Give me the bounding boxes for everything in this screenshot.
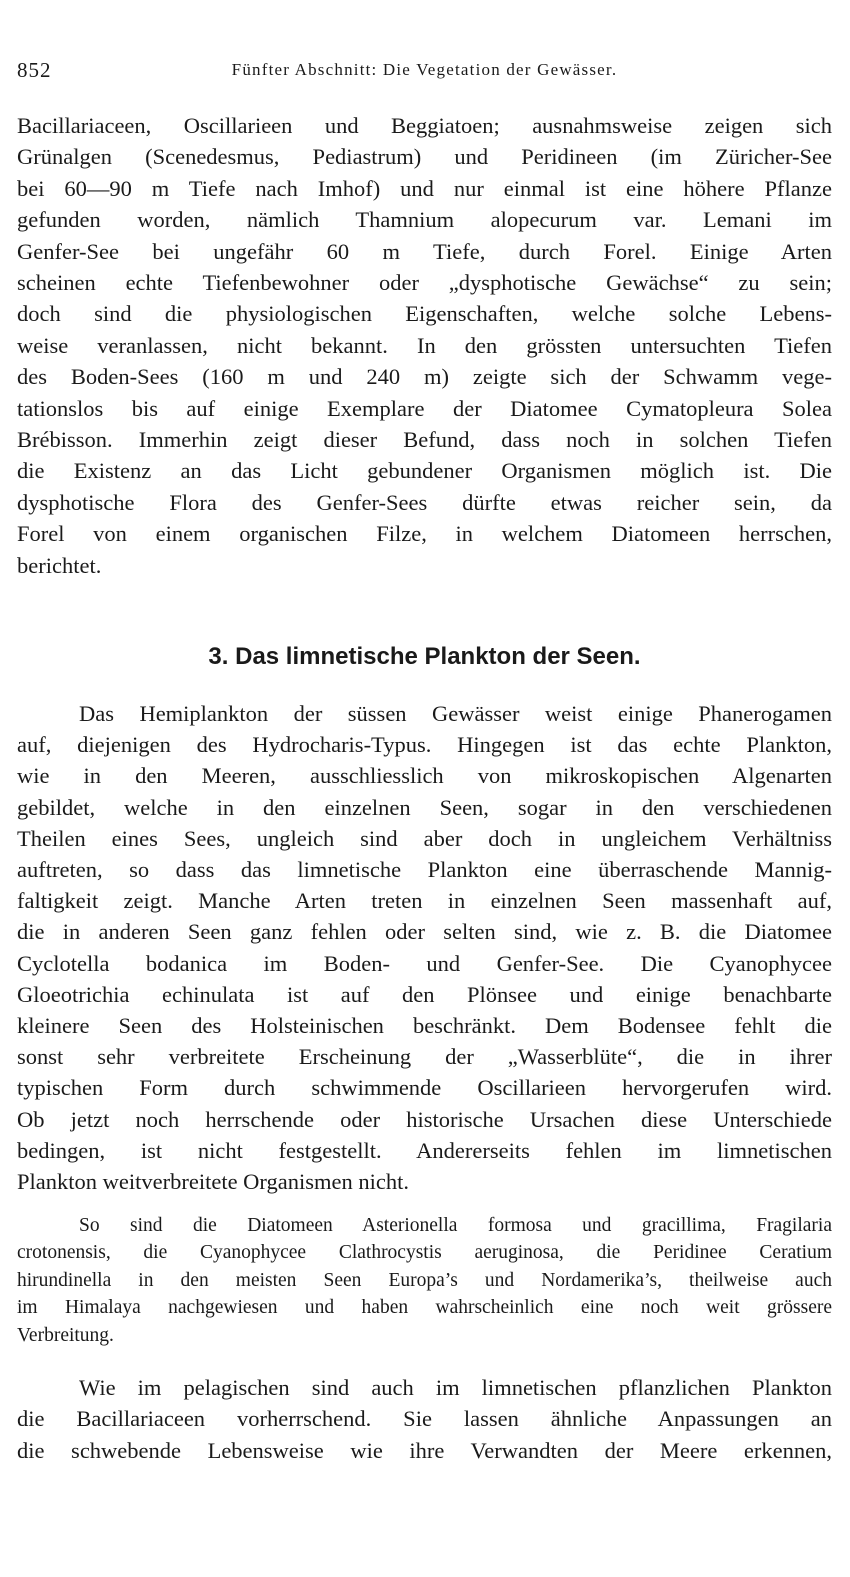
text-line: crotonensis, die Cyanophycee Clathrocystis aeruginosa, die Peridinee Ceratium: [17, 1242, 832, 1264]
text-line: Bacillariaceen, Oscillarieen und Beggiatoen; ausnahmsweise zeigen sich: [17, 113, 832, 138]
text-line: Cyclotella bodanica im Boden- und Genfer-See. Die Cyanophycee: [17, 950, 832, 976]
page-number: 852: [17, 58, 52, 82]
text-line: Theilen eines Sees, ungleich sind aber doch in ungleichem Verhältniss: [17, 825, 832, 851]
text-line: im Himalaya nachgewiesen und haben wahrscheinlich eine noch weit grössere: [17, 1297, 832, 1319]
text-line: Wie im pelagischen sind auch im limnetischen pflanzlichen Plankton: [79, 1375, 832, 1400]
running-head: Fünfter Abschnitt: Die Vegetation der Gewässer.: [231, 60, 618, 79]
text-line: die schwebende Lebensweise wie ihre Verwandten der Meere erkennen,: [17, 1437, 832, 1463]
text-line: So sind die Diatomeen Asterionella formosa und gracillima, Fragilaria: [79, 1215, 832, 1236]
text-line: Grünalgen (Scenedesmus, Pediastrum) und Peridineen (im Züricher-See: [17, 144, 832, 170]
text-line: auftreten, so dass das limnetische Plankton eine überraschende Mannig-: [17, 857, 832, 883]
paragraph-dysphotic-flora: [17, 110, 832, 581]
paragraph-small-print: [17, 1212, 832, 1349]
text-line: Das Hemiplankton der süssen Gewässer weist einige Phanerogamen: [79, 701, 832, 726]
text-line: die Bacillariaceen vorherrschend. Sie lassen ähnliche Anpassungen an: [17, 1406, 832, 1432]
text-line: faltigkeit zeigt. Manche Arten treten in einzelnen Seen massenhaft auf,: [17, 888, 832, 914]
text-line: die Existenz an das Licht gebundener Organismen möglich ist. Die: [17, 458, 832, 484]
text-line: dysphotische Flora des Genfer-Sees dürfte etwas reicher sein, da: [17, 489, 832, 515]
text-line: Brébisson. Immerhin zeigt dieser Befund, dass noch in solchen Tiefen: [17, 427, 832, 453]
text-line: weise veranlassen, nicht bekannt. In den grössten untersuchten Tiefen: [17, 332, 832, 358]
text-line: sonst sehr verbreitete Erscheinung der „Wasserblüte“, die in ihrer: [17, 1044, 832, 1070]
section-heading: 3. Das limnetische Plankton der Seen.: [208, 643, 641, 670]
paragraph-bacillariaceae: [17, 1372, 832, 1466]
text-line: berichtet.: [17, 552, 102, 578]
text-line: die in anderen Seen ganz fehlen oder selten sind, wie z. B. die Diatomee: [17, 919, 832, 945]
text-line: typischen Form durch schwimmende Oscillarieen hervorgerufen wird.: [17, 1075, 832, 1101]
text-line: tationslos bis auf einige Exemplare der Diatomee Cymatopleura Solea: [17, 395, 832, 421]
text-line: Ob jetzt noch herrschende oder historische Ursachen diese Unterschiede: [17, 1106, 832, 1132]
page-header: [17, 58, 832, 88]
text-line: des Boden-Sees (160 m und 240 m) zeigte sich der Schwamm vege-: [17, 364, 832, 390]
text-line: bedingen, ist nicht festgestellt. Andererseits fehlen im limnetischen: [17, 1137, 832, 1163]
text-line: auf, diejenigen des Hydrocharis-Typus. Hingegen ist das echte Plankton,: [17, 732, 832, 758]
text-line: doch sind die physiologischen Eigenschaften, welche solche Lebens-: [17, 301, 832, 327]
text-line: gebildet, welche in den einzelnen Seen, sogar in den verschiedenen: [17, 794, 832, 820]
text-line: Genfer-See bei ungefähr 60 m Tiefe, durch Forel. Einige Arten: [17, 238, 832, 264]
text-line: bei 60—90 m Tiefe nach Imhof) und nur einmal ist eine höhere Pflanze: [17, 175, 832, 201]
text-line: Plankton weitverbreitete Organismen nicht.: [17, 1169, 409, 1195]
text-line: gefunden worden, nämlich Thamnium alopecurum var. Lemani im: [17, 207, 832, 233]
text-line: Forel von einem organischen Filze, in welchem Diatomeen herrschen,: [17, 521, 832, 547]
text-line: Verbreitung.: [17, 1324, 114, 1346]
text-line: wie in den Meeren, ausschliesslich von mikroskopischen Algenarten: [17, 763, 832, 789]
text-line: Gloeotrichia echinulata ist auf den Plönsee und einige benachbarte: [17, 981, 832, 1007]
text-line: hirundinella in den meisten Seen Europa’s und Nordamerika’s, theilweise auch: [17, 1269, 832, 1291]
paragraph-limnetic-plankton: [17, 698, 832, 1197]
text-line: kleinere Seen des Holsteinischen beschränkt. Dem Bodensee fehlt die: [17, 1013, 832, 1039]
text-line: scheinen echte Tiefenbewohner oder „dysphotische Gewächse“ zu sein;: [17, 270, 832, 296]
